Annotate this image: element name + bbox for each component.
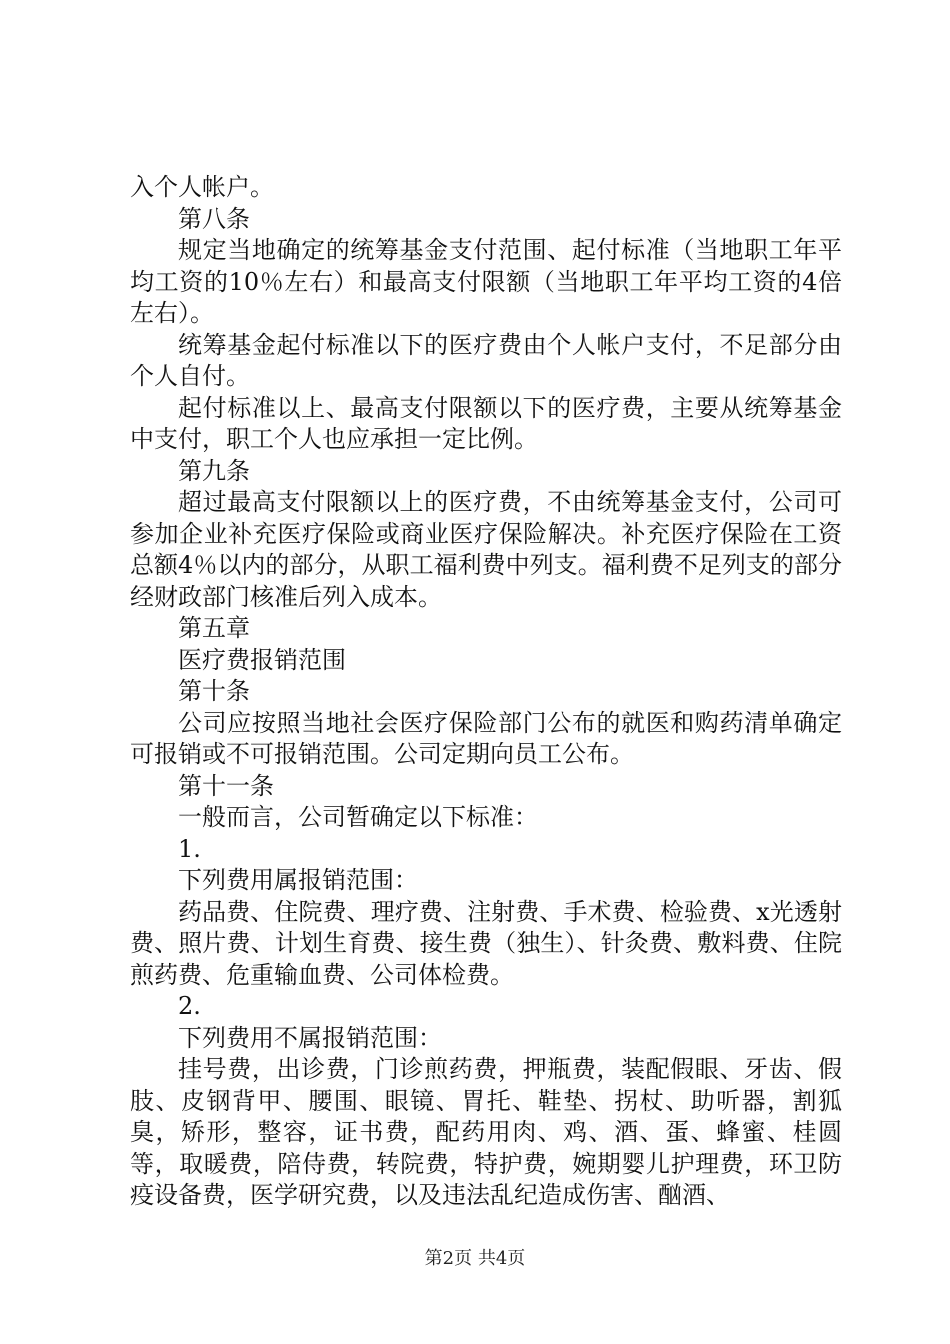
list-number: 2. bbox=[178, 992, 201, 1020]
paragraph: 统筹基金起付标准以下的医疗费由个人帐户支付，不足部分由个人自付。 bbox=[130, 330, 842, 390]
article-heading: 第十一条 bbox=[178, 771, 274, 800]
page-number: 第2页 共4页 bbox=[424, 1248, 526, 1269]
paragraph: 公司应按照当地社会医疗保险部门公布的就医和购药清单确定可报销或不可报销范围。公司定期向员工公布。 bbox=[130, 708, 842, 768]
text-line: 入个人帐户。 bbox=[130, 173, 274, 201]
paragraph: 超过最高支付限额以上的医疗费，不由统筹基金支付，公司可参加企业补充医疗保险或商业医疗保险解决。补充医疗保险在工资总额4％以内的部分，从职工福利费中列支。福利费不足列支的部分经财政部门核准后列入成本。 bbox=[130, 488, 842, 611]
paragraph: 挂号费，出诊费，门诊煎药费，押瓶费，装配假眼、牙齿、假肢、皮钢背甲、腰围、眼镜、胃托、鞋垫、拐杖、助听器，割狐臭，矫形，整容，证书费，配药用肉、鸡、酒、蛋、蜂蜜、桂圆等，取暖费，陪侍费，转院费，特护费，婉期婴儿护理费，环卫防疫设备费，医学研究费，以及违法乱纪造成伤害、酗酒、 bbox=[130, 1055, 842, 1209]
page-footer bbox=[0, 1244, 950, 1270]
document-body bbox=[130, 172, 842, 1212]
chapter-heading: 第五章 bbox=[178, 614, 250, 642]
list-number: 1. bbox=[178, 834, 201, 863]
paragraph: 起付标准以上、最高支付限额以下的医疗费，主要从统筹基金中支付，职工个人也应承担一定比例。 bbox=[130, 393, 842, 453]
paragraph: 药品费、住院费、理疗费、注射费、手术费、检验费、x光透射费、照片费、计划生育费、接生费（独生）、针灸费、敷料费、住院煎药费、危重输血费、公司体检费。 bbox=[130, 897, 842, 989]
chapter-title: 医疗费报销范围 bbox=[178, 645, 346, 674]
list-label: 下列费用不属报销范围： bbox=[178, 1023, 442, 1052]
article-heading: 第八条 bbox=[178, 204, 250, 233]
text-line: 一般而言，公司暂确定以下标准： bbox=[178, 803, 538, 831]
list-label: 下列费用属报销范围： bbox=[178, 866, 418, 894]
article-heading: 第十条 bbox=[178, 677, 250, 705]
paragraph: 规定当地确定的统筹基金支付范围、起付标准（当地职工年平均工资的10％左右）和最高支付限额（当地职工年平均工资的4倍左右）。 bbox=[130, 236, 842, 327]
article-heading: 第九条 bbox=[178, 456, 250, 485]
